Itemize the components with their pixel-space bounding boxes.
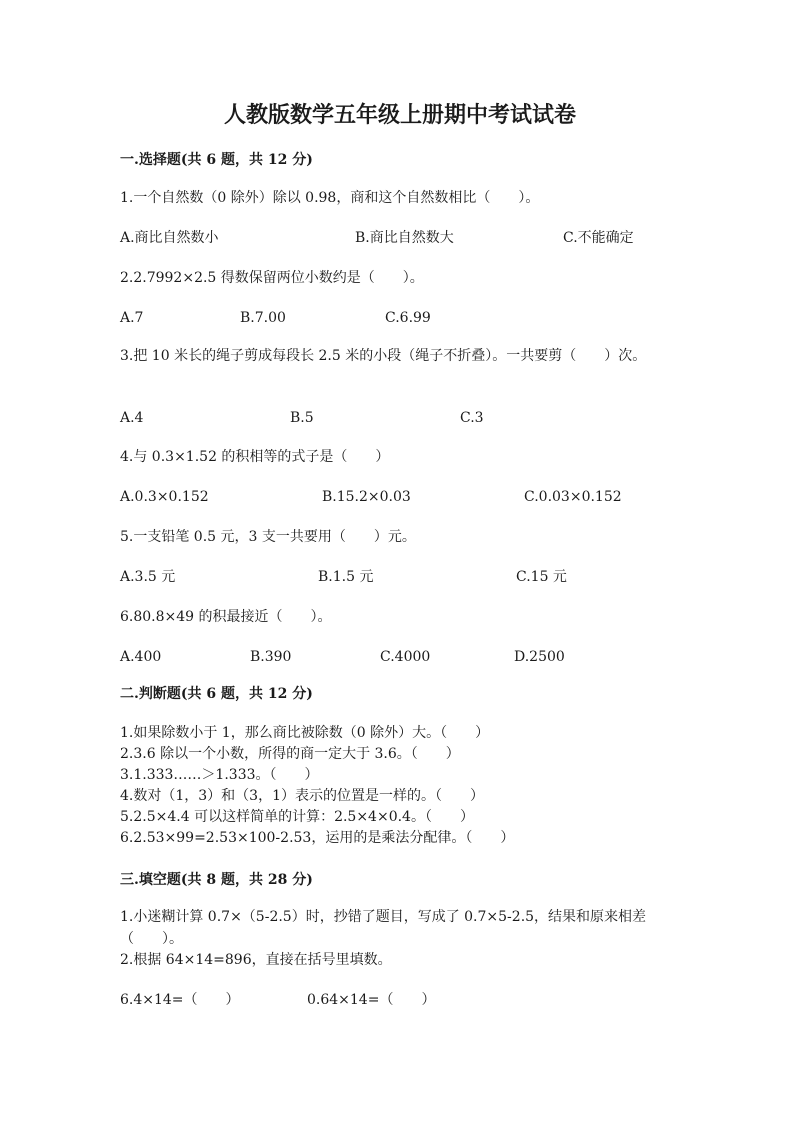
option: B.7.00 (240, 310, 286, 326)
question-stem: 5.一支铅笔 0.5 元，3 支一共要用（ ）元。 (120, 529, 416, 545)
judge-item: 6.2.53×99=2.53×100-2.53，运用的是乘法分配律。（ ） (120, 830, 515, 846)
option: B.1.5 元 (318, 569, 374, 585)
option: A.400 (120, 649, 162, 665)
page-title: 人教版数学五年级上册期中考试试卷 (223, 102, 576, 128)
question-stem: 1.一个自然数（0 除外）除以 0.98，商和这个自然数相比（ ）。 (120, 190, 540, 206)
judge-item: 2.3.6 除以一个小数，所得的商一定大于 3.6。（ ） (120, 746, 460, 762)
option: A.7 (120, 310, 144, 326)
option: C.0.03×0.152 (524, 489, 622, 505)
option: C.4000 (380, 649, 431, 665)
section-heading-true-false: 二.判断题(共 6 题，共 12 分) (120, 686, 313, 702)
fill-blank: 6.4×14=（ ） (120, 992, 240, 1008)
judge-item: 1.如果除数小于 1，那么商比被除数（0 除外）大。（ ） (120, 725, 490, 741)
judge-item: 3.1.333……＞1.333。（ ） (120, 767, 319, 783)
option: A.3.5 元 (120, 569, 176, 585)
section-heading-fill-blank: 三.填空题(共 8 题，共 28 分) (120, 872, 313, 888)
fill-blank: 0.64×14=（ ） (307, 992, 436, 1008)
option: B.商比自然数大 (355, 230, 454, 246)
fill-item: 1.小迷糊计算 0.7×（5-2.5）时，抄错了题目，写成了 0.7×5-2.5，结果和原来相差（ ）。 (120, 909, 647, 947)
fill-item: 2.根据 64×14=896，直接在括号里填数。 (120, 952, 392, 968)
option: A.0.3×0.152 (120, 489, 209, 505)
judge-item: 4.数对（1，3）和（3，1）表示的位置是一样的。（ ） (120, 788, 484, 804)
section-heading-choice: 一.选择题(共 6 题，共 12 分) (120, 152, 313, 168)
judge-item: 5.2.5×4.4 可以这样简单的计算：2.5×4×0.4。（ ） (120, 809, 474, 825)
option: D.2500 (514, 649, 565, 665)
option: C.6.99 (385, 310, 431, 326)
option: C.3 (460, 410, 484, 426)
option: A.4 (120, 410, 144, 426)
question-stem: 2.2.7992×2.5 得数保留两位小数约是（ ）。 (120, 270, 424, 286)
option: B.5 (290, 410, 314, 426)
option: C.15 元 (516, 569, 567, 585)
option: A.商比自然数小 (120, 230, 219, 246)
question-stem: 4.与 0.3×1.52 的积相等的式子是（ ） (120, 449, 390, 465)
question-stem: 3.把 10 米长的绳子剪成每段长 2.5 米的小段（绳子不折叠）。一共要剪（ ）次。 (120, 348, 647, 364)
option: B.390 (250, 649, 292, 665)
option: C.不能确定 (563, 230, 634, 246)
option: B.15.2×0.03 (322, 489, 411, 505)
question-stem: 6.80.8×49 的积最接近（ ）。 (120, 609, 332, 625)
